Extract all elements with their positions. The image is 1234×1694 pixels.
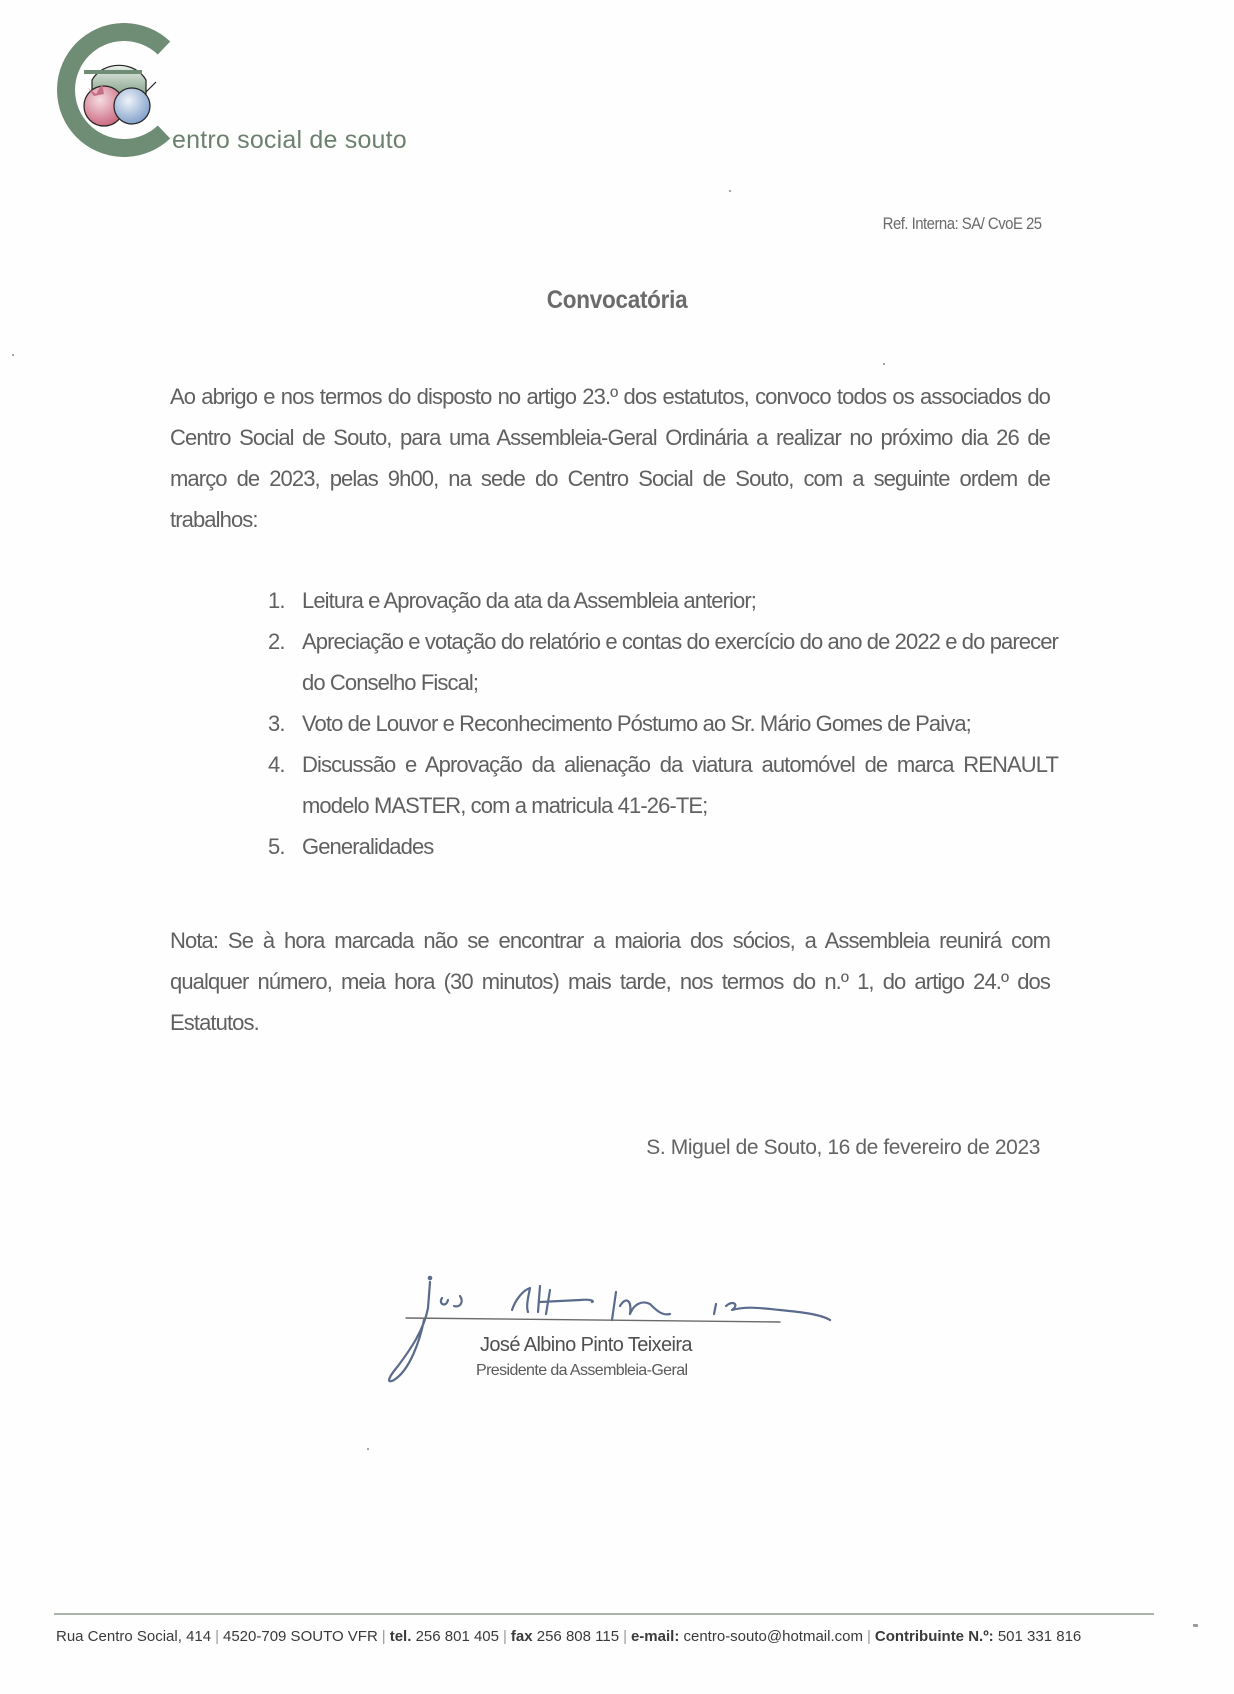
footer-fax: 256 808 115 <box>536 1628 620 1645</box>
intro-paragraph: Ao abrigo e nos termos do disposto no artigo 23.º dos estatutos, convoco todos os associados do Centro Social de Souto, para uma Assembleia-Geral Ordinária a realizar no próximo dia 26 de março de 2023, pelas 9h00, na sede do Centro Social de Souto, com a seguinte ordem de trabalhos: <box>170 384 1050 532</box>
internal-reference: Ref. Interna: SA/ CvoE 25 <box>883 214 1042 233</box>
scan-speck <box>883 363 885 365</box>
signature-block <box>380 1270 880 1430</box>
place-and-date: S. Miguel de Souto, 16 de fevereiro de 2023 <box>646 1136 1040 1159</box>
agenda-item-text: Voto de Louvor e Reconhecimento Póstumo ao Sr. Mário Gomes de Paiva; <box>302 711 971 736</box>
footer-separator: | <box>623 1628 627 1645</box>
footer-divider <box>54 1613 1154 1615</box>
agenda-item-number: 4. <box>268 752 285 777</box>
organization-logo <box>52 22 432 162</box>
scan-speck <box>12 354 14 356</box>
scan-speck <box>729 190 731 192</box>
signer-name: José Albino Pinto Teixeira <box>480 1334 692 1356</box>
signer-role: Presidente da Assembleia-Geral <box>476 1362 688 1379</box>
footer-tel-label: tel. <box>389 1628 412 1645</box>
agenda-item <box>268 621 1058 703</box>
footer-separator: | <box>866 1628 871 1645</box>
document-title <box>0 286 1234 315</box>
note-paragraph: Nota: Se à hora marcada não se encontrar a maioria dos sócios, a Assembleia reunirá com qualquer número, meia hora (30 minutos) mais tarde, nos termos do n.º 1, do artigo 24.º dos Estatutos. <box>170 928 1050 1035</box>
footer-email: centro-souto@hotmail.com <box>683 1628 863 1645</box>
agenda-item-number: 3. <box>268 711 285 736</box>
agenda-item-text: Discussão e Aprovação da alienação da viatura automóvel de marca RENAULT modelo MASTER, com a matricula 41-26-TE; <box>302 752 1058 818</box>
agenda-item <box>268 703 1058 744</box>
footer-nif-label: Contribuinte N.º: <box>874 1628 994 1645</box>
footer-address: Rua Centro Social, 414 <box>56 1628 212 1645</box>
footer-separator: | <box>502 1628 507 1645</box>
agenda-item <box>268 826 1058 867</box>
agenda-item <box>268 744 1058 826</box>
agenda-item-text: Leitura e Aprovação da ata da Assembleia anterior; <box>302 588 756 613</box>
footer-nif: 501 331 816 <box>997 1628 1082 1645</box>
agenda-item <box>268 580 1058 621</box>
agenda-item-text: Generalidades <box>302 834 434 859</box>
footer-separator: | <box>215 1628 219 1645</box>
document-title-text: Convocatória <box>546 286 688 314</box>
agenda-item-number: 1. <box>268 588 285 613</box>
organization-name: entro social de souto <box>172 126 407 154</box>
scan-speck <box>1193 1624 1198 1627</box>
footer-tel: 256 801 405 <box>415 1628 499 1645</box>
footer-fax-label: fax <box>510 1628 533 1645</box>
footer-separator: | <box>381 1628 386 1645</box>
footer-email-label: e-mail: <box>630 1628 680 1645</box>
agenda-item-number: 2. <box>268 629 285 654</box>
agenda-item-text: Apreciação e votação do relatório e contas do exercício do ano de 2022 e do parecer do Conselho Fiscal; <box>302 629 1058 695</box>
footer-contact <box>56 1628 1081 1645</box>
agenda-list <box>268 580 1058 867</box>
footer-postal: 4520-709 SOUTO VFR <box>223 1628 378 1645</box>
scan-speck <box>367 1448 369 1450</box>
agenda-item-number: 5. <box>268 834 285 859</box>
